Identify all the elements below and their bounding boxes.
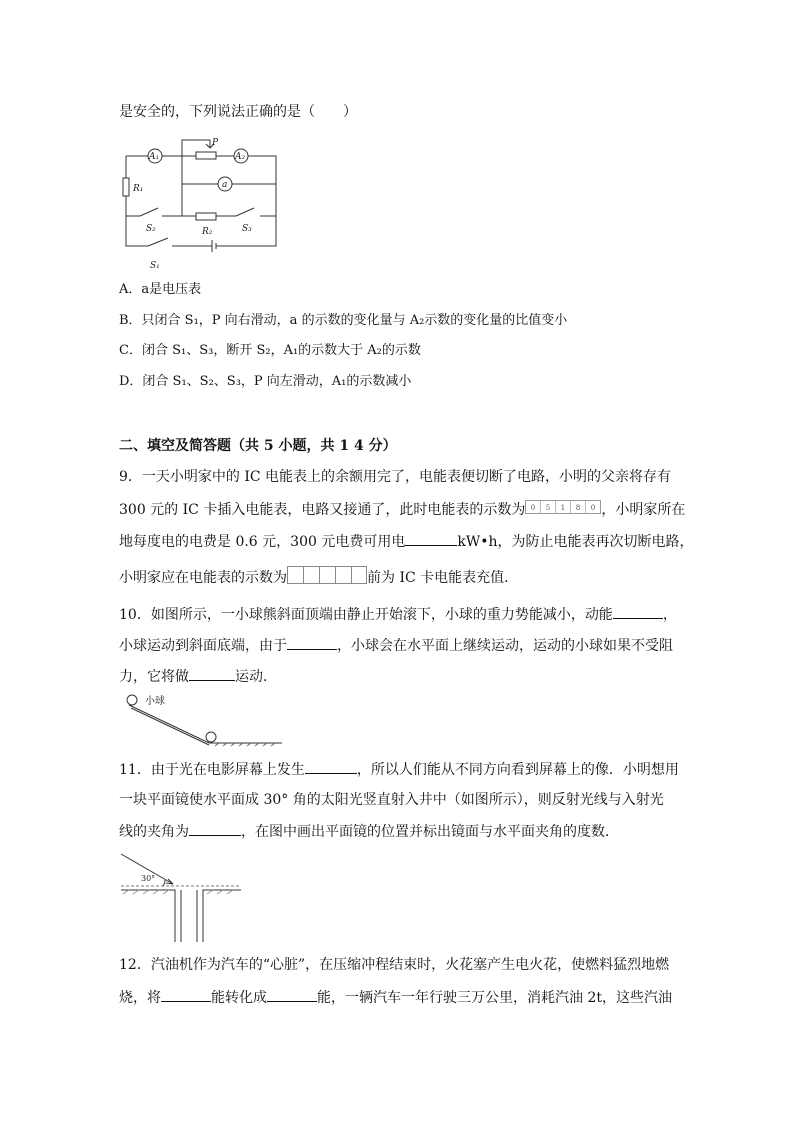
q12-line-2-text: 烧，将: [119, 990, 161, 1006]
section-heading: 二、填空及简答题（共 5 小题，共 1 4 分）: [119, 438, 397, 454]
p-label: P: [212, 138, 219, 148]
q11-line-1-text: 11．由于光在电影屏幕上发生: [119, 762, 305, 778]
q11-blank-1[interactable]: [189, 821, 241, 836]
q12-line-2-mid: 能转化成: [211, 990, 267, 1006]
meter-reading: [525, 499, 601, 521]
q10-line-3: [119, 666, 277, 687]
a1-label: A₁: [149, 152, 160, 162]
q9-line-2-text: 300 元的 IC 卡插入电能表，电路又接通了，此时电能表的示数为: [119, 502, 526, 518]
q11-line-1-tail: ，所以人们能从不同方向看到屏幕上的像．小明想用: [356, 762, 679, 778]
q8-option-a: A．a是电压表: [119, 282, 202, 297]
q10-line-3-text: 力，它将做: [119, 669, 189, 685]
incline-figure: [119, 688, 285, 748]
q9-line-2: [119, 499, 685, 521]
q11-line-2: 一块平面镜使水平面成 30° 角的太阳光竖直射入井中（如图所示），则反射光线与入射光: [119, 792, 664, 808]
q9-line-4: [119, 566, 518, 590]
q9-line-3-text: 地每度电的电费是 0.6 元，300 元电费可用电: [119, 534, 406, 550]
q12-line-1: 12．汽油机作为汽车的“心脏”，在压缩冲程结束时，火花塞产生电火花，使燃料猛烈地燃: [119, 957, 670, 973]
q9-line-4-tail: 前为 IC 卡电能表充值．: [367, 570, 519, 586]
q11-line-1: [119, 759, 679, 780]
q9-line-3-tail: kW•h，为防止电能表再次切断电路，: [457, 534, 694, 550]
q10-blank-2[interactable]: [287, 635, 337, 650]
q8-stem: 是安全的，下列说法正确的是（ ）: [119, 104, 357, 120]
q10-line-1-text: 10．如图所示，一小球熊斜面顶端由静止开始滚下，小球的重力势能减小，动能: [119, 607, 613, 623]
meter-digit: 5: [546, 504, 551, 512]
q9-line-2-tail: ，小明家所在: [601, 502, 686, 518]
q10-line-1-tail: ，: [662, 607, 677, 623]
q12-blank-2[interactable]: [267, 987, 317, 1002]
q11-line-3-text: 线的夹角为: [119, 824, 189, 840]
s2-label: S₂: [146, 224, 156, 234]
blank-meter-box[interactable]: [287, 566, 367, 590]
q11-blank-1[interactable]: [305, 759, 357, 774]
q10-line-1: [119, 604, 677, 625]
s3-label: S₃: [242, 224, 252, 234]
r2-label: R₂: [202, 227, 213, 237]
q8-option-d: D．闭合 S₁、S₂、S₃，P 向左滑动，A₁的示数减小: [119, 374, 412, 389]
a2-label: A₂: [235, 152, 246, 162]
q9-line-3: [119, 531, 694, 552]
q9-line-4-text: 小明家应在电能表的示数为: [119, 570, 287, 586]
q10-line-2-text: 小球运动到斜面底端，由于: [119, 638, 287, 654]
q12-line-2-tail: 能，一辆汽车一年行驶三万公里，消耗汽油 2t，这些汽油: [317, 990, 672, 1006]
q10-line-2-tail: ，小球会在水平面上继续运动，运动的小球如果不受阻: [337, 638, 673, 654]
r1-label: R₁: [133, 184, 144, 194]
q12-blank-1[interactable]: [161, 987, 211, 1002]
ball-label: 小球: [145, 696, 165, 707]
q9-line-1: 9．一天小明家中的 IC 电能表上的余额用完了，电能表便切断了电路，小明的父亲将存有: [119, 469, 672, 485]
q10-line-3-tail: 运动．: [235, 669, 277, 685]
q10-line-2: [119, 635, 673, 656]
a-label: a: [222, 180, 228, 190]
meter-digit: 8: [576, 504, 581, 512]
q8-option-b: B．只闭合 S₁，P 向右滑动，a 的示数的变化量与 A₂示数的变化量的比值变小: [119, 313, 568, 328]
meter-digit: 1: [561, 504, 566, 512]
meter-digit: 0: [591, 504, 596, 512]
q11-line-3: [119, 821, 619, 842]
s1-label: S₁: [150, 261, 160, 271]
q10-blank-1[interactable]: [613, 604, 663, 619]
q12-line-2: [119, 987, 672, 1008]
well-figure: [119, 848, 243, 944]
meter-digit: 0: [531, 504, 536, 512]
circuit-diagram: [118, 128, 288, 274]
q10-blank-3[interactable]: [189, 666, 235, 681]
q8-option-c: C．闭合 S₁、S₃，断开 S₂，A₁的示数大于 A₂的示数: [119, 343, 421, 358]
q11-line-3-tail: ，在图中画出平面镜的位置并标出镜面与水平面夹角的度数．: [241, 824, 619, 840]
q9-blank-1[interactable]: [405, 531, 457, 546]
angle-label: 30°: [141, 874, 156, 883]
